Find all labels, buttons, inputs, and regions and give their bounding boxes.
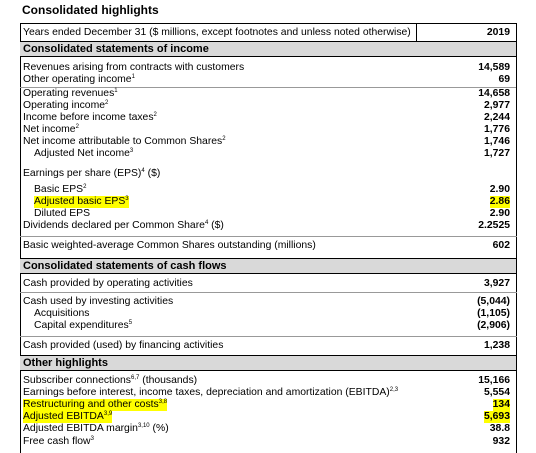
- table-row: [20, 136, 516, 148]
- footnote-ref: 6,7: [131, 375, 140, 381]
- table-cell-value: 134: [492, 399, 510, 410]
- table-cell-label: [34, 184, 86, 196]
- table-cell-value: 2.2525: [478, 220, 510, 231]
- table-row: [20, 240, 516, 252]
- table-cell-label: ($): [208, 220, 224, 231]
- table-cell-value: (1,105): [477, 308, 510, 319]
- table-cell-label: Adjusted basic EPS: [34, 196, 126, 207]
- table-row: [20, 168, 516, 180]
- table-row: [20, 387, 516, 399]
- table-row: [20, 100, 516, 112]
- footnote-ref: 3,8: [158, 399, 168, 405]
- footnote-ref: 1: [131, 74, 135, 80]
- footnote-ref: 3,10: [137, 423, 150, 429]
- footnote-ref: 2: [153, 112, 157, 118]
- table-cell-label: [23, 88, 118, 100]
- table-cell-label: [23, 375, 197, 387]
- table-cell-label: Acquisitions: [34, 308, 90, 319]
- table-cell-value: 5,693: [483, 411, 510, 422]
- table-cell-label: Operating income: [23, 100, 106, 111]
- table-cell-value: 1,776: [483, 124, 510, 135]
- table-cell-value: 1,238: [483, 340, 510, 351]
- table-row: [20, 308, 516, 320]
- section-title: Consolidated statements of cash flows: [23, 260, 227, 272]
- table-cell-value: 2,977: [483, 100, 510, 111]
- table-cell-label: [23, 62, 244, 74]
- table-cell-label: [23, 168, 160, 180]
- divider: [516, 23, 517, 453]
- footnote-ref: 2: [75, 124, 79, 130]
- table-cell-label: Earnings per share (EPS): [23, 168, 142, 179]
- section-title: Other highlights: [23, 357, 108, 369]
- table-row: [20, 184, 516, 196]
- section-title: Consolidated statements of income: [23, 43, 209, 55]
- table-cell-label: Net income attributable to Common Shares: [23, 136, 223, 147]
- table-row: [20, 148, 516, 160]
- table-row: [20, 124, 516, 136]
- table-cell-label: [34, 308, 89, 320]
- table-cell-label: Revenues arising from contracts with customers: [23, 62, 245, 73]
- table-cell-label: [23, 436, 94, 448]
- table-cell-label: [23, 423, 169, 435]
- table-cell-label: [23, 240, 316, 252]
- footnote-ref: 3: [90, 436, 94, 442]
- table-cell-value: 3,927: [483, 278, 510, 289]
- table-cell-label: [23, 296, 173, 308]
- table-row: [20, 423, 516, 435]
- table-cell-value: 69: [498, 74, 510, 85]
- footnote-ref: 3: [129, 148, 134, 154]
- footnote-ref: 4: [141, 168, 145, 174]
- table-cell-value: 2.86: [489, 196, 510, 207]
- table-row: [20, 320, 516, 332]
- table-cell-label: [23, 100, 108, 112]
- table-row: [20, 296, 516, 308]
- table-cell-label: [23, 399, 167, 411]
- table-cell-value: 602: [492, 240, 510, 251]
- table-row: [20, 88, 516, 100]
- table-cell-label: [23, 340, 223, 352]
- table-cell-label: ($): [144, 168, 161, 179]
- table-row: [20, 340, 516, 352]
- divider: [20, 23, 517, 24]
- table-cell-label: Cash provided (used) by financing activities: [23, 340, 224, 351]
- table-row-highlighted: [20, 196, 516, 208]
- table-cell-label: (thousands): [139, 375, 198, 386]
- table-cell-label: Net income: [23, 124, 76, 135]
- table-row: [20, 74, 516, 86]
- table-cell-value: 1,746: [483, 136, 510, 147]
- header-label: Years ended December 31 ($ millions, except footnotes and unless noted otherwise): [23, 27, 411, 38]
- table-cell-label: (%): [149, 423, 169, 434]
- table-row: [20, 220, 516, 232]
- table-cell-value: 14,658: [478, 88, 510, 99]
- table-cell-value: 38.8: [489, 423, 510, 434]
- divider: [20, 236, 517, 237]
- table-cell-label: [34, 148, 133, 160]
- table-cell-label: Capital expenditures: [34, 320, 129, 331]
- table-row-highlighted: [20, 399, 516, 411]
- table-cell-label: Adjusted Net income: [34, 148, 130, 159]
- table-cell-value: 932: [492, 436, 510, 447]
- table-cell-label: [23, 136, 226, 148]
- divider: [20, 336, 517, 337]
- table-cell-value: 14,589: [478, 62, 510, 73]
- table-row: [20, 208, 516, 220]
- table-cell-label: Free cash flow: [23, 436, 91, 447]
- table-header-row: [20, 27, 516, 39]
- table-cell-value: 15,166: [478, 375, 510, 386]
- table-cell-label: Basic EPS: [34, 184, 84, 195]
- table-row: [20, 278, 516, 290]
- table-cell-label: [34, 320, 132, 332]
- table-cell-label: Income before income taxes: [23, 112, 154, 123]
- table-cell-value: 2,244: [483, 112, 510, 123]
- footnote-ref: 2: [83, 184, 87, 190]
- table-cell-label: [23, 124, 79, 136]
- table-row-highlighted: [20, 411, 516, 423]
- table-cell-label: Diluted EPS: [34, 208, 91, 219]
- table-row: [20, 436, 516, 448]
- table-cell-label: Subscriber connections: [23, 375, 132, 386]
- table-cell-label: Cash provided by operating activities: [23, 278, 193, 289]
- table-cell-label: [23, 411, 112, 423]
- footnote-ref: 4: [204, 220, 209, 226]
- table-cell-label: [23, 387, 398, 399]
- section-header-other: [20, 355, 516, 371]
- table-cell-label: Cash used by investing activities: [23, 296, 174, 307]
- table-cell-label: Adjusted EBITDA margin: [23, 423, 138, 434]
- table-cell-value: (5,044): [477, 296, 510, 307]
- table-cell-label: Operating revenues: [23, 88, 115, 99]
- footnote-ref: 2: [222, 136, 226, 142]
- table-cell-label: Restructuring and other costs: [23, 399, 159, 410]
- table-cell-label: [34, 196, 129, 208]
- table-cell-value: 2.90: [489, 208, 510, 219]
- table-cell-label: Basic weighted-average Common Shares outstanding (millions): [23, 240, 316, 251]
- page-title: Consolidated highlights: [22, 3, 159, 17]
- table-cell-label: [34, 208, 90, 220]
- table-cell-value: 5,554: [483, 387, 510, 398]
- table-cell-label: Earnings before interest, income taxes, depreciation and amortization (EBITDA): [23, 387, 390, 398]
- table-cell-label: [23, 112, 157, 124]
- table-cell-label: [23, 74, 135, 86]
- table-cell-value: 1,727: [483, 148, 510, 159]
- section-header-income: [20, 41, 516, 57]
- table-cell-label: [23, 220, 224, 232]
- section-header-cash-flows: [20, 258, 516, 274]
- table-row: [20, 112, 516, 124]
- divider: [20, 292, 517, 293]
- footnote-ref: 5: [128, 320, 133, 326]
- table-cell-label: Other operating income: [23, 74, 132, 85]
- footnote-ref: 1: [114, 88, 118, 94]
- table-cell-label: [23, 278, 193, 290]
- table-cell-label: Adjusted EBITDA: [23, 411, 104, 422]
- footnote-ref: 2: [105, 100, 109, 106]
- table-cell-value: (2,906): [477, 320, 510, 331]
- footnote-ref: 3: [125, 196, 129, 202]
- table-cell-value: 2.90: [489, 184, 510, 195]
- footnote-ref: 3,9: [103, 411, 113, 417]
- table-row: [20, 375, 516, 387]
- table-cell-label: Dividends declared per Common Share: [23, 220, 205, 231]
- year-header: 2019: [486, 27, 510, 38]
- table-row: [20, 62, 516, 74]
- footnote-ref: 2,3: [389, 387, 399, 393]
